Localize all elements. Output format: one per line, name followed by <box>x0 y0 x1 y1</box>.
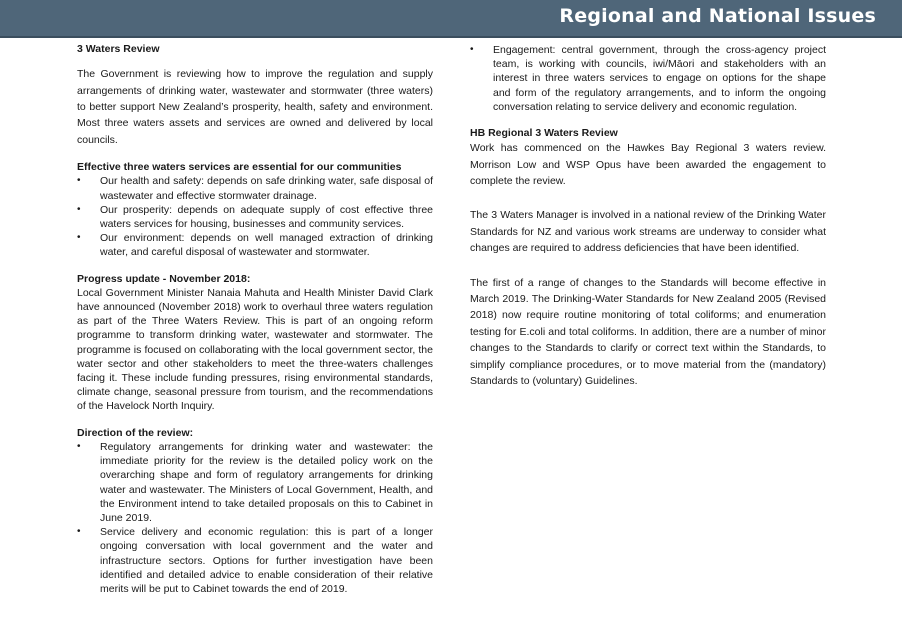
list-item: • Engagement: central government, through the cross-agency project team, is working with councils, iwi/Māori and stakeholders with an interest in three waters services to engage on options for the shape and form of the regulatory arrangements, and to inform the ongoing conversation relating to service delivery and economic regulation. <box>470 43 826 114</box>
list-item: • Our environment: depends on well managed extraction of drinking water, and careful disposal of wastewater and stormwater. <box>77 231 433 259</box>
essential-services-heading: Effective three waters services are essential for our communities <box>77 161 402 174</box>
left-column <box>77 42 433 596</box>
manager-paragraph: The 3 Waters Manager is involved in a national review of the Drinking Water Standards for NZ and various work streams are underway to consider what changes are required to address deficiencies that have been identified. <box>470 209 826 255</box>
direction-heading: Direction of the review: <box>77 426 194 439</box>
page-title: Regional and National Issues <box>559 5 876 27</box>
engagement-list <box>470 43 826 114</box>
section-heading-3-waters-review: 3 Waters Review <box>77 43 160 55</box>
hb-review-paragraph: Work has commenced on the Hawkes Bay Regional 3 waters review. Morrison Low and WSP Opus have been awarded the engagement to complete the review. <box>470 142 826 188</box>
hb-regional-review-heading: HB Regional 3 Waters Review <box>470 127 618 140</box>
intro-paragraph: The Government is reviewing how to improve the regulation and supply arrangements of drinking water, wastewater and stormwater (three waters) to better support New Zealand’s prosperity, health, safety and environment. Most three waters assets and services are owned and delivered by local councils. <box>77 68 433 146</box>
right-column <box>470 43 826 390</box>
list-item: • Our prosperity: depends on adequate supply of cost effective three waters services for housing, businesses and community services. <box>77 203 433 231</box>
direction-list <box>77 440 433 596</box>
standards-paragraph: The first of a range of changes to the Standards will become effective in March 2019. The Drinking-Water Standards for New Zealand 2005 (Revised 2018) now require routine monitoring of total coliforms; and enumeration testing for E.coli and total coliforms. In addition, there are a number of minor changes to the Standards to clarify or correct text within the Standards, to simplify compliance procedures, or to move material from the (mandatory) Standards to (voluntary) Guidelines. <box>470 276 826 388</box>
progress-update-paragraph: Local Government Minister Nanaia Mahuta and Health Minister David Clark have announced (November 2018) work to overhaul three waters regulation as part of the Three Waters Review. This is part of an ongoing reform programme to transform drinking water, wastewater and stormwater. The programme is focused on collaborating with the local government sector, the water sector and other stakeholders to meet the three-waters challenges facing it. These include funding pressures, rising environmental standards, climate change, seasonal pressure from tourism, and the recommendations of the Havelock North Inquiry. <box>77 286 433 413</box>
essential-services-list <box>77 174 433 259</box>
list-item: • Regulatory arrangements for drinking water and wastewater: the immediate priority for the review is the detailed policy work on the overarching shape and form of regulatory arrangements for drinking water and wastewater. The Ministers of Local Government, Health, and the Environment intend to take detailed proposals on this to Cabinet in June 2019. <box>77 440 433 525</box>
header-band <box>0 0 902 38</box>
progress-update-heading: Progress update - November 2018: <box>77 272 251 285</box>
list-item: • Service delivery and economic regulation: this is part of a longer ongoing conversation with local government and the water and infrastructure sectors. Options for further investigation have been identified and detailed advice to enable consideration of their relative merits will be put to Cabinet towards the end of 2019. <box>77 525 433 596</box>
list-item: • Our health and safety: depends on safe drinking water, safe disposal of wastewater and effective stormwater drainage. <box>77 174 433 202</box>
